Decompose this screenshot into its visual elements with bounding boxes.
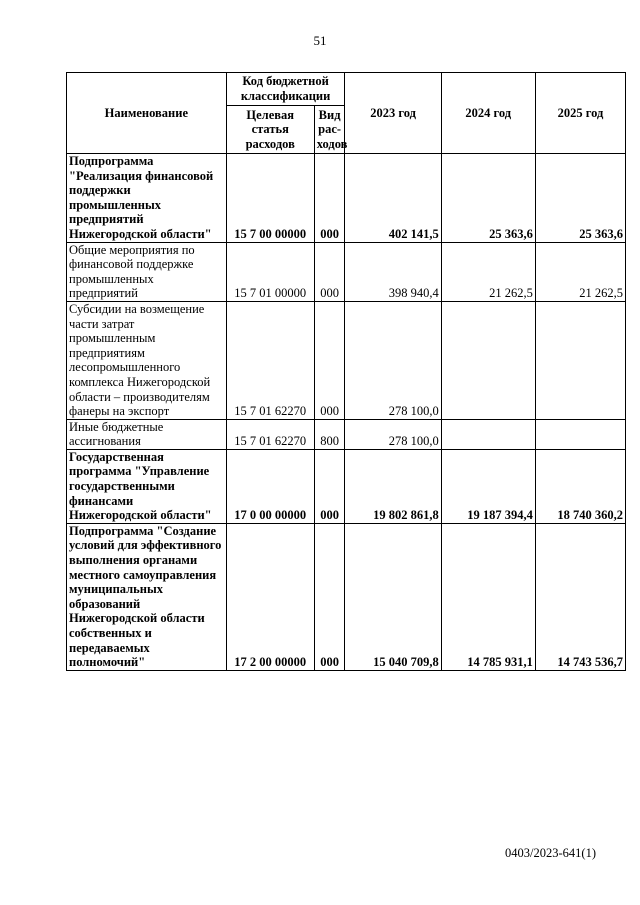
row-value-2023: 278 100,0 (345, 301, 441, 419)
header-2025: 2025 год (535, 73, 625, 154)
row-value-2024: 25 363,6 (441, 154, 535, 243)
row-target-article: 17 0 00 00000 (226, 449, 314, 523)
row-expense-type: 800 (314, 419, 345, 449)
row-expense-type: 000 (314, 154, 345, 243)
row-value-2025: 18 740 360,2 (535, 449, 625, 523)
row-name: Государственная программа "Управление государственными финансами Нижегородской области" (67, 449, 227, 523)
table-row (67, 449, 626, 523)
row-value-2023: 402 141,5 (345, 154, 441, 243)
header-budget-code: Код бюджетной классификации (226, 73, 345, 106)
document-number: 0403/2023-641(1) (505, 846, 596, 860)
row-value-2024: 21 262,5 (441, 242, 535, 301)
row-expense-type: 000 (314, 242, 345, 301)
row-target-article: 15 7 01 00000 (226, 242, 314, 301)
row-target-article: 15 7 01 62270 (226, 301, 314, 419)
row-value-2023: 15 040 709,8 (345, 523, 441, 670)
row-value-2024: 19 187 394,4 (441, 449, 535, 523)
row-value-2025 (535, 419, 625, 449)
row-value-2025 (535, 301, 625, 419)
table-row (67, 523, 626, 670)
row-value-2024: 14 785 931,1 (441, 523, 535, 670)
row-name: Субсидии на возмещение части затрат промышленным предприятиям лесопромышленного комплекса Нижегородской области – производителям фанеры на экспорт (67, 301, 227, 419)
row-target-article: 17 2 00 00000 (226, 523, 314, 670)
row-value-2023: 278 100,0 (345, 419, 441, 449)
row-value-2023: 398 940,4 (345, 242, 441, 301)
row-expense-type: 000 (314, 523, 345, 670)
budget-table (66, 72, 626, 671)
row-name: Подпрограмма "Реализация финансовой поддержки промышленных предприятий Нижегородской области" (67, 154, 227, 243)
row-value-2024 (441, 419, 535, 449)
header-expense-type: Вид рас-ходов (314, 106, 345, 154)
row-name: Подпрограмма "Создание условий для эффективного выполнения органами местного самоуправления муниципальных образований Нижегородской области собственных и передаваемых полномочий" (67, 523, 227, 670)
row-value-2025: 14 743 536,7 (535, 523, 625, 670)
row-name: Иные бюджетные ассигнования (67, 419, 227, 449)
header-name: Наименование (67, 73, 227, 154)
table-row (67, 242, 626, 301)
row-name: Общие мероприятия по финансовой поддержке промышленных предприятий (67, 242, 227, 301)
table-row (67, 419, 626, 449)
row-value-2025: 25 363,6 (535, 154, 625, 243)
table-row (67, 301, 626, 419)
table-row (67, 154, 626, 243)
row-expense-type: 000 (314, 449, 345, 523)
row-value-2025: 21 262,5 (535, 242, 625, 301)
header-2023: 2023 год (345, 73, 441, 154)
header-target-article: Целевая статья расходов (226, 106, 314, 154)
row-value-2023: 19 802 861,8 (345, 449, 441, 523)
row-target-article: 15 7 01 62270 (226, 419, 314, 449)
row-expense-type: 000 (314, 301, 345, 419)
row-value-2024 (441, 301, 535, 419)
page-number: 51 (313, 33, 327, 48)
header-2024: 2024 год (441, 73, 535, 154)
row-target-article: 15 7 00 00000 (226, 154, 314, 243)
